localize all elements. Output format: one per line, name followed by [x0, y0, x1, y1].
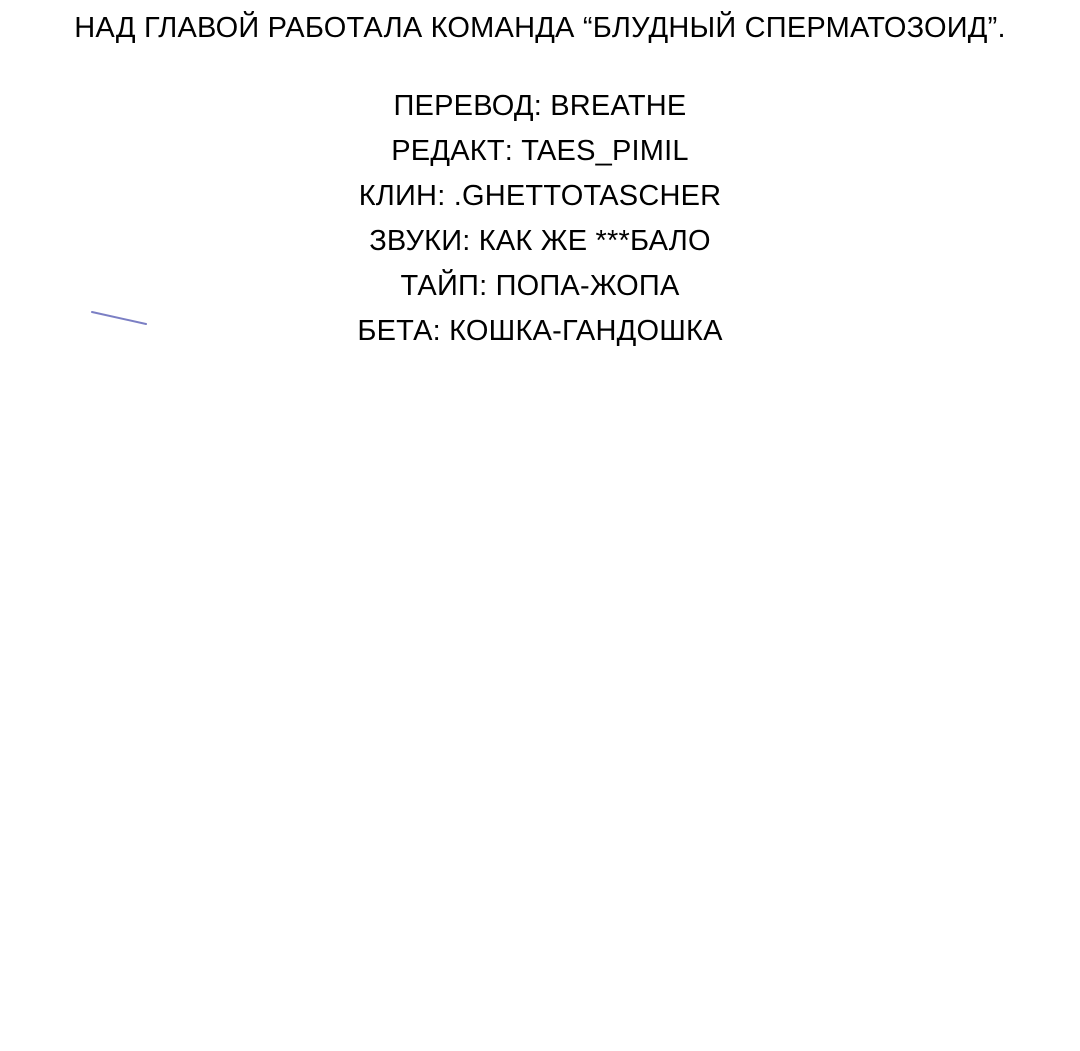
- credit-typesetting: ТАЙП: ПОПА-ЖОПА: [400, 270, 680, 302]
- pen-stroke-mark: [88, 306, 158, 334]
- credit-cleaning: КЛИН: .GHETTOTASCHER: [358, 180, 722, 212]
- credit-translation: ПЕРЕВОД: BREATHE: [393, 90, 687, 122]
- credit-sound: ЗВУКИ: КАК ЖЕ ***БАЛО: [369, 225, 711, 257]
- credit-beta: БЕТА: КОШКА-ГАНДОШКА: [357, 315, 723, 347]
- team-headline: НАД ГЛАВОЙ РАБОТАЛА КОМАНДА “БЛУДНЫЙ СПЕРМАТОЗОИД”.: [74, 12, 1006, 44]
- credit-editing: РЕДАКТ: TAES_PIMIL: [391, 135, 689, 167]
- credits-list: [0, 84, 1080, 354]
- pen-stroke-line: [92, 312, 146, 324]
